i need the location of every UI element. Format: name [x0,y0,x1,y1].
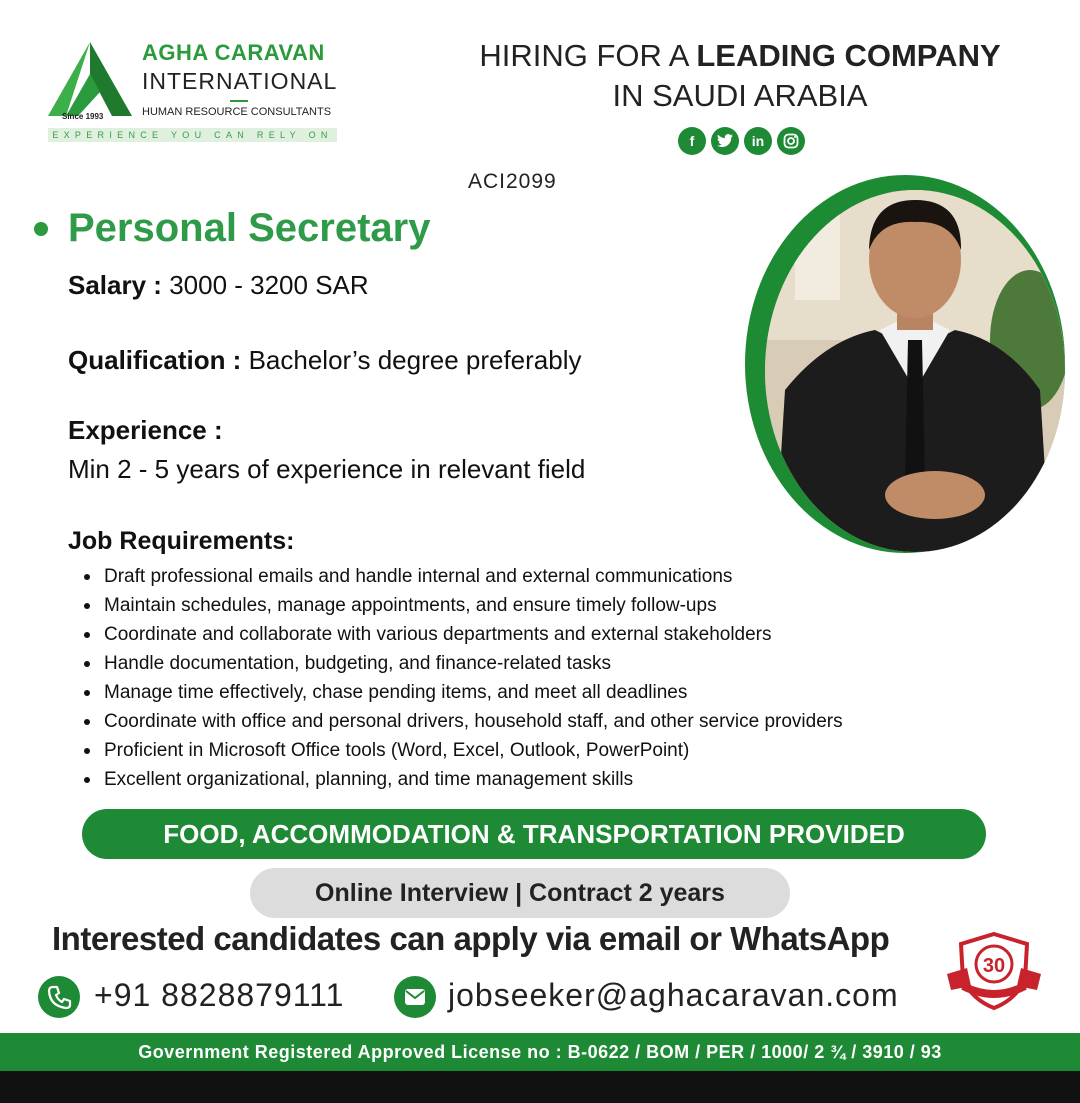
experience-label [68,415,223,446]
qualification-line [68,345,582,376]
badge-number: 30 [982,955,1006,977]
experience-value: Min 2 - 5 years of experience in relevant field [68,454,586,484]
list-item: Draft professional emails and handle internal and external communications [80,562,843,591]
logo-rule [230,100,248,102]
list-item: Proficient in Microsoft Office tools (Word, Excel, Outlook, PowerPoint) [80,736,843,765]
job-title: Personal Secretary [68,206,431,250]
title-bullet [34,222,48,236]
hiring-bold: LEADING COMPANY [696,38,1001,73]
logo-since: Since 1993 [62,112,104,121]
list-item: Excellent organizational, planning, and time management skills [80,765,843,794]
list-item: Handle documentation, budgeting, and finance-related tasks [80,649,843,678]
list-item: Coordinate with office and personal drivers, household staff, and other service providers [80,707,843,736]
logo-line-3: HUMAN RESOURCE CONSULTANTS [142,106,332,118]
qualification-value: Bachelor’s degree preferably [248,345,582,375]
twitter-icon[interactable] [711,127,739,155]
hiring-headline [440,36,1040,116]
triangle-logo-icon [48,40,132,120]
salary-value: 3000 - 3200 SAR [169,270,369,300]
logo-line-2: INTERNATIONAL [142,68,338,94]
instagram-icon[interactable] [777,127,805,155]
social-links [678,127,808,155]
qualification-label: Qualification : [68,345,242,375]
hiring-line-2: IN SAUDI ARABIA [612,78,868,113]
hiring-prefix: HIRING FOR A [479,38,697,73]
benefits-banner: FOOD, ACCOMMODATION & TRANSPORTATION PROVIDED [82,809,986,859]
list-item: Maintain schedules, manage appointments, and ensure timely follow-ups [80,591,843,620]
salary-label: Salary : [68,270,162,300]
logo-line-1: AGHA CARAVAN [142,40,325,65]
candidate-photo [765,190,1065,552]
logo-tagline: EXPERIENCE YOU CAN RELY ON [48,128,337,142]
phone-icon [38,976,80,1018]
requirements-list [80,562,843,794]
list-item: Manage time effectively, chase pending items, and meet all deadlines [80,678,843,707]
requirements-heading: Job Requirements: [68,527,295,555]
salary-line [68,270,369,301]
apply-text: Interested candidates can apply via email or WhatsApp [52,920,890,957]
interview-banner: Online Interview | Contract 2 years [250,868,790,918]
phone-number[interactable]: +91 8828879111 [94,977,345,1013]
linkedin-icon[interactable]: in [744,127,772,155]
experience-label-text: Experience : [68,415,223,445]
email-icon [394,976,436,1018]
facebook-icon[interactable]: f [678,127,706,155]
reference-code: ACI2099 [468,170,557,193]
bottom-bar [0,1071,1080,1103]
license-footer: Government Registered Approved License no : B-0622 / BOM / PER / 1000/ 2 ¾ / 3910 / 93 [0,1033,1080,1071]
list-item: Coordinate and collaborate with various departments and external stakeholders [80,620,843,649]
email-address[interactable]: jobseeker@aghacaravan.com [448,977,899,1013]
anniversary-badge [945,930,1043,1012]
company-logo [48,40,340,144]
